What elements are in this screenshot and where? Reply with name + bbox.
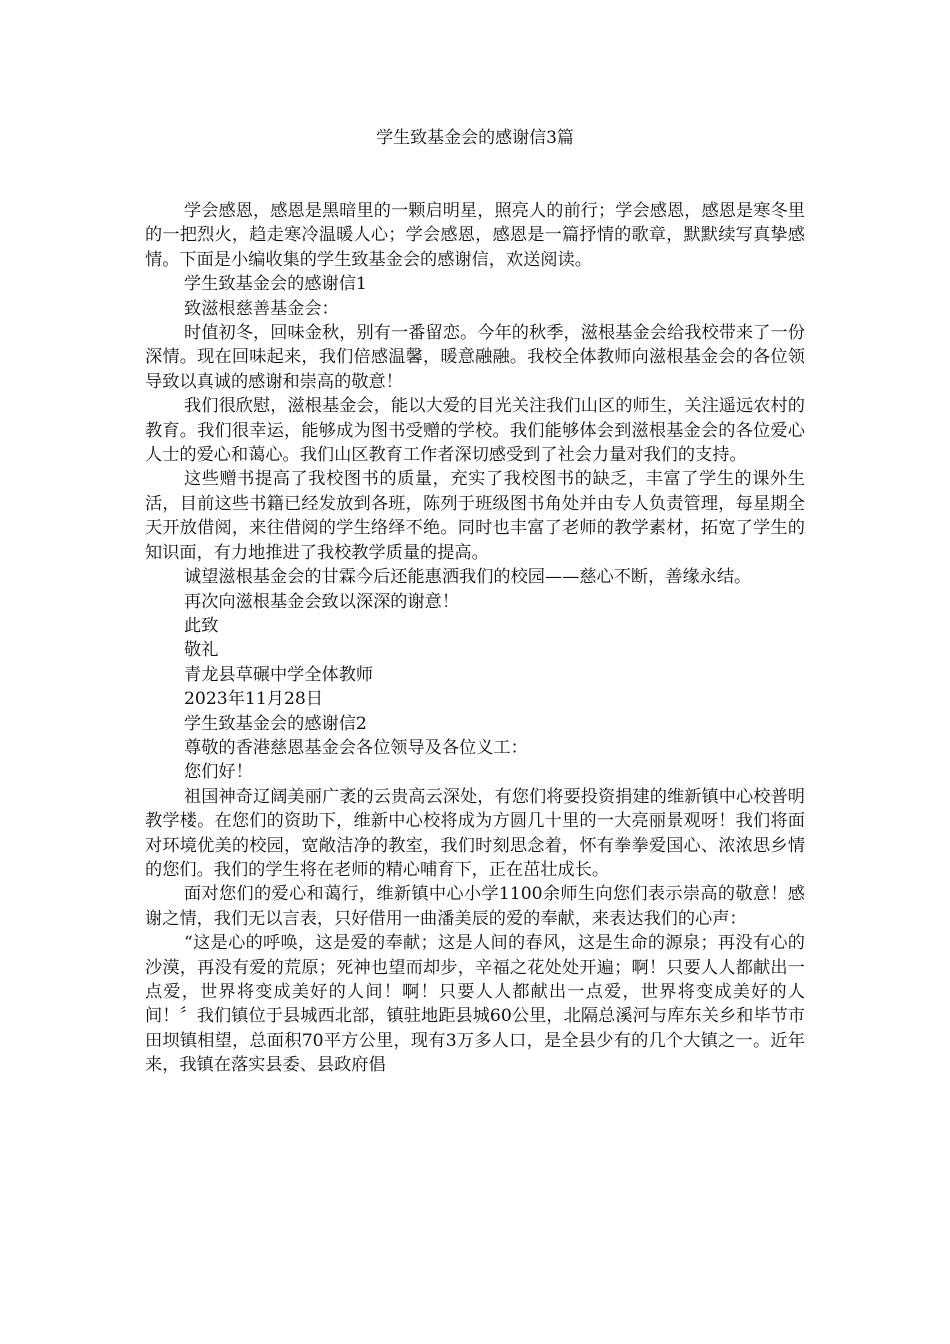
intro-paragraph: 学会感恩，感恩是黑暗里的一颗启明星，照亮人的前行；学会感恩，感恩是寒冬里的一把烈火，趋走寒冷温暖人心；学会感恩，感恩是一篇抒情的歌章，默默续写真挚感情。下面是小编收集的学生致基金会的感谢信，欢送阅读。 <box>145 201 805 270</box>
letter-2-salutation: 尊敬的香港慈恩基金会各位领导及各位义工： <box>184 737 528 758</box>
letter-1-closing-thanks: 再次向滋根基金会致以深深的谢意！ <box>184 591 460 612</box>
letter-1-heading: 学生致基金会的感谢信1 <box>184 274 367 295</box>
letter-2-paragraph: 面对您们的爱心和蔼行，维新镇中心小学1100余师生向您们表示崇高的敬意！感谢之情，我们无以言表，只好借用一曲潘美辰的爱的奉献，来表达我们的心声： <box>145 884 805 929</box>
letter-2-paragraph: “这是心的呼唤，这是爱的奉献；这是人间的春风，这是生命的源泉；再没有心的沙漠，再没有爱的荒原；死神也望而却步，辛福之花处处开遍；啊！只要人人都献出一点爱，世界将变成美好的人间！啊！只要人人都献出一点爱，世界将变成美好的人间！〞我们镇位于县城西北部，镇驻地距县城60公里，北隔总溪河与库东关乡和毕节市田坝镇相望，总面积70平方公里，现有3万多人口，是全县少有的几个大镇之一。近年来，我镇在落实县委、县政府倡 <box>145 933 805 1076</box>
letter-1-paragraph: 时值初冬，回味金秋，别有一番留恋。今年的秋季，滋根基金会给我校带来了一份深情。现在回味起来，我们倍感温馨，暖意融融。我校全体教师向滋根基金会的各位领导致以真诚的感谢和崇高的敬意！ <box>145 323 805 392</box>
letter-2-greeting: 您们好！ <box>184 762 253 783</box>
letter-1-closing: 此致 <box>184 615 219 636</box>
letter-1-paragraph: 这些赠书提高了我校图书的质量，充实了我校图书的缺乏，丰富了学生的课外生活，目前这些书籍已经发放到各班，陈列于班级图书角处并由专人负责管理，每星期全天开放借阅，来往借阅的学生络绎不绝。同时也丰富了老师的教学素材，拓宽了学生的知识面，有力地推进了我校教学质量的提高。 <box>145 469 805 563</box>
letter-2-paragraph: 祖国神奇辽阔美丽广袤的云贵高云深处，有您们将要投资捐建的维新镇中心校普明教学楼。在您们的资助下，维新中心校将成为方圆几十里的一大亮丽景观呀！我们将面对环境优美的校园，宽敞洁净的教室，我们时刻思念着，怀有拳拳爱国心、浓浓思乡情的您们。我们的学生将在老师的精心哺育下，正在茁壮成长。 <box>145 786 805 880</box>
letter-1-paragraph: 我们很欣慰，滋根基金会，能以大爱的目光关注我们山区的师生，关注遥远农村的教育。我们很幸运，能够成为图书受赠的学校。我们能够体会到滋根基金会的各位爱心人士的爱心和蔼心。我们山区教育工作者深切感受到了社会力量对我们的支持。 <box>145 396 805 466</box>
letter-1-signature: 青龙县草碾中学全体教师 <box>184 664 374 685</box>
letter-1-paragraph: 诚望滋根基金会的甘霖今后还能惠洒我们的校园——慈心不断，善缘永结。 <box>184 567 752 588</box>
letter-1-regards: 敬礼 <box>184 640 219 661</box>
document-title: 学生致基金会的感谢信3篇 <box>376 128 574 148</box>
letter-1-date: 2023年11月28日 <box>184 689 324 710</box>
letter-1-salutation: 致滋根慈善基金会： <box>184 298 339 319</box>
letter-2-heading: 学生致基金会的感谢信2 <box>184 713 367 734</box>
document-body <box>145 199 805 1078</box>
